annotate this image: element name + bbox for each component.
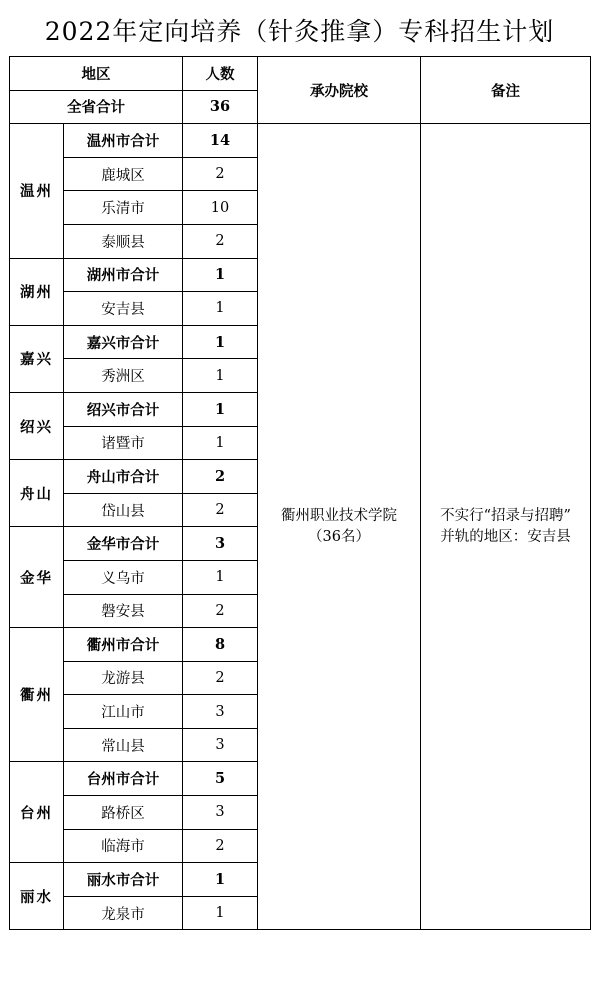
city-total-label: 舟山市合计 [64,460,183,494]
count-header: 人数 [183,57,258,91]
district-name: 乐清市 [64,191,183,225]
city-total-label: 嘉兴市合计 [64,325,183,359]
school-quota: （36名） [308,528,370,545]
district-name: 诸暨市 [64,426,183,460]
enrollment-plan-table [9,56,591,930]
city-total-count: 1 [183,258,258,292]
district-name: 龙泉市 [64,896,183,930]
city-total-label: 台州市合计 [64,762,183,796]
district-count: 10 [183,191,258,225]
district-name: 龙游县 [64,661,183,695]
city-total-count: 1 [183,325,258,359]
district-count: 1 [183,292,258,326]
city-name: 台州 [10,762,64,863]
district-count: 2 [183,829,258,863]
city-total-count: 1 [183,392,258,426]
remark-line-2: 并轨的地区：安吉县 [440,528,571,545]
remark-cell [421,124,591,930]
city-name: 舟山 [10,460,64,527]
city-total-count: 2 [183,460,258,494]
district-count: 3 [183,728,258,762]
city-total-count: 5 [183,762,258,796]
header-row [10,57,591,91]
district-count: 2 [183,224,258,258]
region-header: 地区 [10,57,183,91]
district-count: 2 [183,493,258,527]
district-name: 常山县 [64,728,183,762]
city-total-count: 3 [183,527,258,561]
district-count: 2 [183,661,258,695]
city-name: 金华 [10,527,64,628]
district-count: 1 [183,560,258,594]
district-count: 3 [183,796,258,830]
district-name: 岱山县 [64,493,183,527]
city-total-count: 1 [183,863,258,897]
city-name: 嘉兴 [10,325,64,392]
district-name: 泰顺县 [64,224,183,258]
district-count: 3 [183,695,258,729]
district-name: 路桥区 [64,796,183,830]
province-total-count: 36 [183,90,258,124]
district-count: 2 [183,157,258,191]
district-name: 磐安县 [64,594,183,628]
district-count: 2 [183,594,258,628]
district-name: 安吉县 [64,292,183,326]
city-total-count: 14 [183,124,258,158]
document-title: 2022年定向培养（针灸推拿）专科招生计划 [44,17,555,46]
city-total-label: 丽水市合计 [64,863,183,897]
city-name: 衢州 [10,628,64,762]
school-header: 承办院校 [258,57,421,124]
school-cell [258,124,421,930]
district-name: 临海市 [64,829,183,863]
province-total-label: 全省合计 [10,90,183,124]
city-total-row [10,124,591,158]
city-total-label: 金华市合计 [64,527,183,561]
city-name: 丽水 [10,863,64,930]
city-total-count: 8 [183,628,258,662]
city-total-label: 湖州市合计 [64,258,183,292]
city-name: 绍兴 [10,392,64,459]
district-name: 义乌市 [64,560,183,594]
city-total-label: 绍兴市合计 [64,392,183,426]
school-name: 衢州职业技术学院 [281,507,397,524]
city-name: 湖州 [10,258,64,325]
city-total-label: 衢州市合计 [64,628,183,662]
district-count: 1 [183,896,258,930]
city-total-label: 温州市合计 [64,124,183,158]
district-name: 鹿城区 [64,157,183,191]
district-name: 江山市 [64,695,183,729]
remark-header: 备注 [421,57,591,124]
remark-line-1: 不实行“招录与招聘” [440,507,571,524]
city-name: 温州 [10,124,64,258]
district-count: 1 [183,359,258,393]
district-count: 1 [183,426,258,460]
district-name: 秀洲区 [64,359,183,393]
